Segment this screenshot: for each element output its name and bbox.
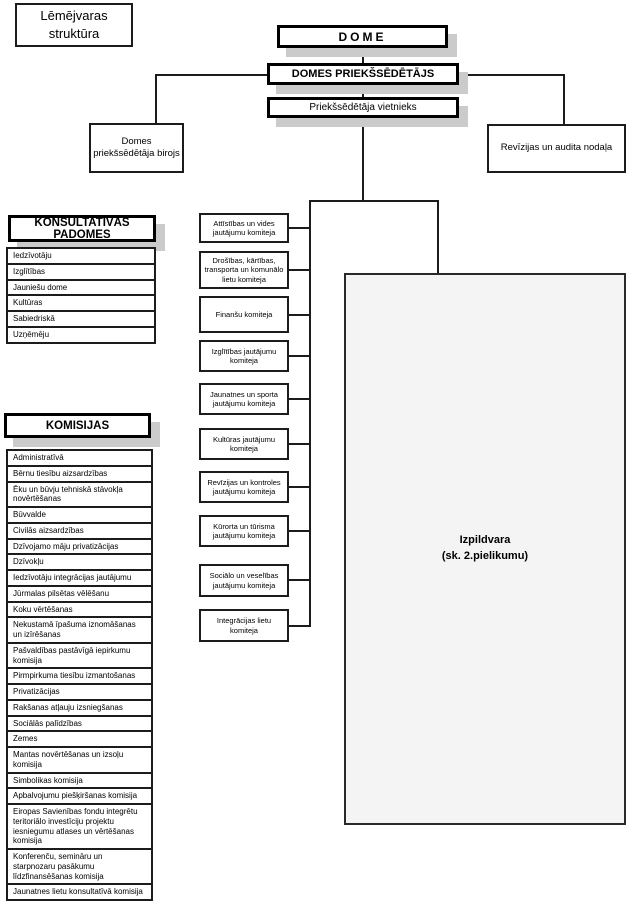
committee-box: Drošības, kārtības, transporta un komunālo lietu komiteja <box>199 251 289 289</box>
list-item: Jūrmalas pilsētas vēlēšanu <box>6 585 153 603</box>
connector-line <box>563 74 565 125</box>
committee-trunk-line <box>309 200 311 627</box>
advisory-councils-header <box>8 215 156 242</box>
page-title <box>15 3 133 47</box>
vice-chairman-box <box>267 97 459 118</box>
committee-box: Kūrorta un tūrisma jautājumu komiteja <box>199 515 289 547</box>
connector-line <box>287 530 309 532</box>
connector-line <box>458 74 565 76</box>
connector-line <box>155 74 268 76</box>
connector-line <box>287 227 309 229</box>
chairman-bureau-box <box>89 123 184 173</box>
committee-box: Attīstības un vides jautājumu komiteja <box>199 213 289 243</box>
dome-box <box>277 25 448 48</box>
list-item: Koku vērtēšanas <box>6 601 153 619</box>
connector-line <box>155 74 157 124</box>
list-item: Izglītības <box>6 263 156 281</box>
dome-label: DOME <box>338 29 387 44</box>
connector-line <box>287 579 309 581</box>
executive-subtitle: (sk. 2.pielikumu) <box>441 550 529 562</box>
connector-line <box>287 314 309 316</box>
list-item: Iedzīvotāju integrācijas jautājumu <box>6 569 153 587</box>
commissions-header <box>4 413 151 438</box>
list-item: Pirmpirkuma tiesību izmantošanas <box>6 667 153 685</box>
list-item: Civilās aizsardzības <box>6 522 153 540</box>
connector-line <box>287 625 309 627</box>
list-item: Eiropas Savienības fondu integrētu teritoriālo investīciju projektu iesniegumu atlases un vērtēšanas komisija <box>6 803 153 850</box>
committee-box: Revīzijas un kontroles jautājumu komiteja <box>199 471 289 503</box>
committee-box: Sociālo un veselības jautājumu komiteja <box>199 564 289 597</box>
chairman-label: DOMES PRIEKŠSĒDĒTĀJS <box>291 68 435 80</box>
chairman-box <box>267 63 459 85</box>
connector-line <box>287 355 309 357</box>
page-title-line1: Lēmējvaras <box>40 8 108 24</box>
committee-box: Integrācijas lietu komiteja <box>199 609 289 642</box>
list-item: Dzīvojamo māju privatizācijas <box>6 538 153 556</box>
committee-box: Izglītības jautājumu komiteja <box>199 340 289 372</box>
list-item: Dzīvokļu <box>6 553 153 571</box>
audit-division-box <box>487 124 626 173</box>
list-item: Administratīvā <box>6 449 153 467</box>
committee-box: Kultūras jautājumu komiteja <box>199 428 289 460</box>
list-item: Bērnu tiesību aizsardzības <box>6 465 153 483</box>
executive-title: Izpildvara <box>459 534 511 547</box>
connector-line <box>287 443 309 445</box>
list-item: Kultūras <box>6 294 156 312</box>
connector-line <box>287 398 309 400</box>
list-item: Sociālās palīdzības <box>6 715 153 733</box>
connector-line <box>437 200 439 274</box>
list-item: Apbalvojumu piešķiršanas komisija <box>6 787 153 805</box>
list-item: Zemes <box>6 730 153 748</box>
page-title-line2: struktūra <box>48 26 100 41</box>
audit-division-label: Revīzijas un audita nodaļa <box>500 142 613 154</box>
advisory-councils-list <box>6 247 156 344</box>
connector-line <box>309 200 439 202</box>
executive-box <box>344 273 626 825</box>
connector-line <box>287 486 309 488</box>
connector-line <box>287 269 309 271</box>
commissions-list <box>6 449 153 901</box>
vice-chairman-label: Priekšsēdētāja vietnieks <box>309 102 417 113</box>
list-item: Iedzīvotāju <box>6 247 156 265</box>
connector-line <box>362 118 364 202</box>
list-item: Ēku un būvju tehniskā stāvokļa novērtēšanas <box>6 481 153 509</box>
list-item: Privatizācijas <box>6 683 153 701</box>
committee-box: Jaunatnes un sporta jautājumu komiteja <box>199 383 289 415</box>
list-item: Uzņēmēju <box>6 326 156 344</box>
list-item: Nekustamā īpašuma iznomāšanas un izīrēšanas <box>6 616 153 644</box>
advisory-councils-header-label: KONSULTATĪVĀS PADOMES <box>34 216 130 241</box>
chairman-bureau-label: Domes priekšsēdētāja birojs <box>93 135 180 159</box>
list-item: Simbolikas komisija <box>6 772 153 790</box>
list-item: Pašvaldības pastāvīgā iepirkumu komisija <box>6 642 153 670</box>
commissions-header-label: KOMISIJAS <box>45 419 110 432</box>
list-item: Rakšanas atļauju izsniegšanas <box>6 699 153 717</box>
list-item: Jaunatnes lietu konsultatīvā komisija <box>6 883 153 901</box>
list-item: Būvvalde <box>6 506 153 524</box>
list-item: Mantas novērtēšanas un izsoļu komisija <box>6 746 153 774</box>
list-item: Jauniešu dome <box>6 279 156 297</box>
list-item: Konferenču, semināru un starpnozaru pasākumu līdzfinansēšanas komisija <box>6 848 153 885</box>
connector-line <box>362 47 364 64</box>
list-item: Sabiedriskā <box>6 310 156 328</box>
committee-box: Finanšu komiteja <box>199 296 289 333</box>
